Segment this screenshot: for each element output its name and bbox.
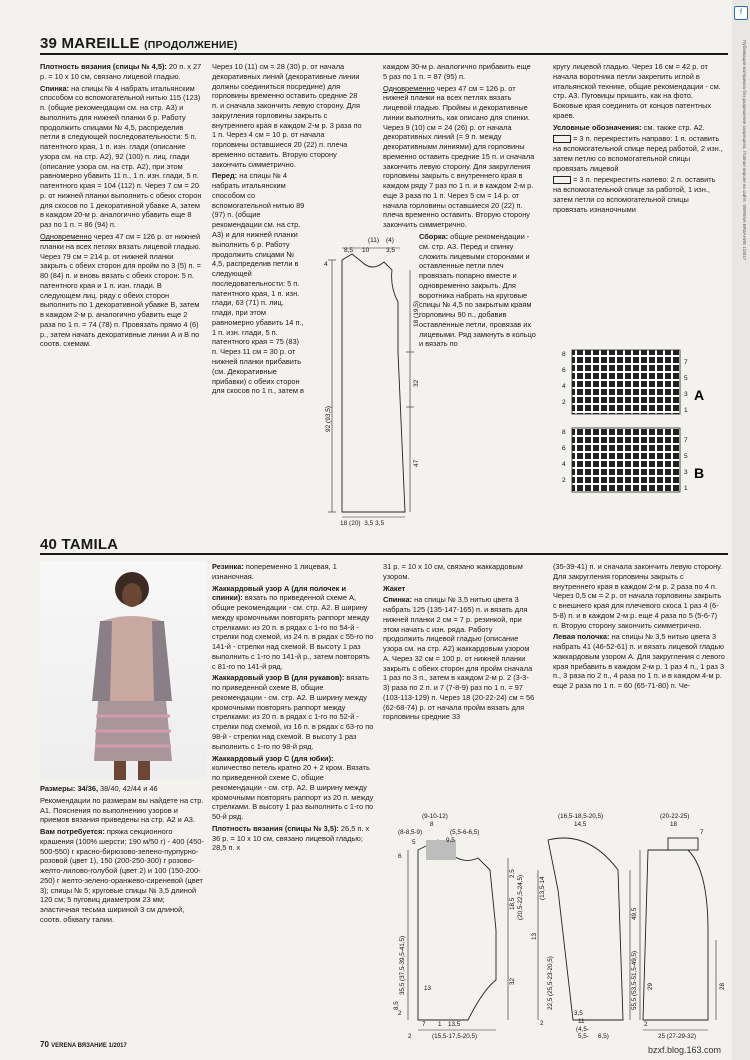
chart-row-label: 5: [684, 375, 688, 382]
chart-row-label: 4: [562, 461, 566, 468]
schema-label: 13: [531, 932, 538, 940]
s39-column-1: [40, 62, 202, 351]
magazine-name: VERENA ВЯЗАНИЕ 1/2017: [51, 1043, 127, 1049]
schema-label: 18: [670, 821, 678, 828]
chart-row-label: 2: [562, 399, 566, 406]
schema-label: 8,5: [344, 247, 354, 254]
s40-para: Плотность вязания (спицы № 3,5): 26,5 п. х 36 р. = 10 х 10 см, связано лицевой гладью; 28,5 п. х: [212, 823, 370, 853]
schema-label: (16,5-18,5-20,5): [558, 813, 604, 820]
model-figure-illustration: [40, 561, 207, 780]
s39-para: Плотность вязания (спицы № 4,5): 20 п. х 27 р. = 10 х 10 см, связано лицевой гладью.: [40, 62, 202, 81]
schema-label: 32: [509, 977, 516, 985]
schema-label: 7: [700, 829, 704, 836]
schema-label: 18 (19,5): [413, 300, 420, 327]
schema-label: (4): [386, 237, 394, 244]
watermark: bzxf.blog.163.com: [648, 1045, 722, 1055]
s39-para: Спинка: на спицы № 4 набрать итальянским способом со вспомогательной нитью 115 (123) п. (общие рекомендации см. на стр. А3) и выполнить для нижней планки 6 р. Работу продолжить спицами № 4,5, распределив петли в следующей последовательности: 5 п. патентного края, 1 п. изн. глади (описание узора см. на стр. А2), 92 (100) п. лиц. глади (описание узора см. на стр. А2), при этом равномерно убавить 11 п., 1 п. изн. глади, 5 п. патентного края = 104 (112) п. Через 7 см = 20 р. от нижней планки выполнить с обеих сторон для скосов по 1 декоративной убавке А, затем в каждом 20-м р. аналогично убавить еще 8 раз по 1 п. = 86 (94) п.: [40, 83, 202, 230]
skirt-outline: [643, 850, 708, 1020]
chart-row-label: 8: [562, 351, 566, 358]
section-title: MAREILLE: [61, 35, 140, 52]
chart-a-label: A: [694, 387, 705, 403]
s39-para: Перед: на спицы № 4 набрать итальянским способом со вспомогательной нитью 89 (97) п. (общие рекомендации см. на стр. А3) и для нижней планки выполнить 6 р. Работу продолжить спицами № 4,5, распределив петли в следующей последовательности: 5 п. патентного края, 1 п. изн. глади, 63 (71) п. лиц. глади, при этом равномерно убавить 14 п., 1 п. изн. глади, 5 п. патентного края = 75 (83) п. Через 11 см = 30 р. от нижней планки прибавить (см. Декоративные прибавки) с обеих сторон для скосов по 1 п., затем в: [212, 171, 305, 396]
s40-para: Жаккардовый узор В (для рукавов): вязать по приведенной схеме В, общие рекомендации - см. стр. А2. В ширину между кромочными повторять раппорт между стрелками: из 20 п. в рядах с 1-го по 52-й - стрелки под схемой, из 16 п. в рядах с 63-го по 98-й - стрелки над схемой. В высоту 1 раз выполнить с 1-го по 98-й ряд.: [212, 673, 374, 751]
schema-label: (8-8,5-9): [398, 829, 423, 836]
section-number: 40: [40, 536, 58, 553]
page-footer: [40, 1040, 127, 1051]
s40-column-1: [40, 784, 205, 927]
schema-label: 13,5: [448, 1021, 461, 1028]
schema-label: 49,5: [631, 907, 638, 920]
s39-para: Условные обозначения: см. также стр. А2.: [553, 122, 705, 132]
s40-para: Жаккардовый узор А (для полочек и спинки): вязать по приведенной схеме А, общие рекомендации - см. стр. А2. В ширину между кромочными повторять раппорт между стрелками: из 20 п. в рядах с 1-го по 54-й - стрелки под схемой, из 24 п. в рядах с 55-го по 141-й - стрелки над схемой. В высоту 1 раз выполнить с 1-го по 141-й р., затем повторять с 81-го по 141-й ряд.: [212, 583, 374, 671]
s40-para: Вам потребуется: пряжа секционного крашения (100% шерсти; 190 м/50 г) - 400 (450-500-550) г красно-бирюзово-зелено-пурпурно-розовой (цвет 1), 150 (200-250-300) г розово-желто-лилово-голубой (цвет 2) и 100 (150-200-250) г желто-зелено-оранжево-сиреневой (цвет 3); спицы № 5; круговые спицы № 3,5 длиной 120 см; 5 пуговиц диаметром 23 мм; эластичная тесьма шириной 3 см длиной, соотв. обхвату талии.: [40, 827, 204, 924]
schema-label: (4,5-: [576, 1026, 589, 1033]
cross-right-symbol-icon: [553, 135, 571, 143]
s40-para: Рекомендации по размерам вы найдете на стр. А1. Пояснения по выполнению узоров и приемов вязания приведены на стр. А2 и А3.: [40, 795, 204, 825]
s39-para: каждом 30-м р. аналогично прибавить еще 5 раз по 1 п. = 87 (95) п.: [383, 62, 531, 81]
chart-row-label: 5: [684, 453, 688, 460]
s39-para: кругу лицевой гладью. Через 16 см = 42 р. от начала воротника петли закрепить иглой в итальянской технике, общие рекомендации - см. стр. А3. Пуговицы пришить, как на фото. Боковые края соединить от концов патентных краев.: [553, 62, 721, 120]
chart-row-label: 7: [684, 437, 688, 444]
chart-row-label: 3: [684, 391, 688, 398]
s40-para: 31 р. = 10 х 10 см, связано жаккардовым узором.: [383, 562, 523, 581]
site-logo-icon: f: [734, 6, 748, 20]
s39-stitch-charts: [560, 348, 710, 516]
waistband-outline: [668, 838, 698, 850]
schema-label: 10: [362, 247, 370, 254]
schema-label: 8: [430, 821, 434, 828]
model-photo: [40, 561, 207, 780]
jacket-front-outline: [418, 840, 496, 1020]
section-39-rule: [40, 53, 728, 55]
s39-column-4: [553, 62, 723, 216]
s40-para: Спинка: на спицы № 3,5 нитью цвета 3 набрать 125 (135-147-165) п. и вязать для нижней планки 2 см = 7 р. резинкой, при этом начать с изн. ряда. Работу продолжить лицевой гладью (описание узора см. на стр. А2) жаккардовым узором А. Через 32 см = 100 р. от нижней планки закрыть с обеих сторон для пройм сначала 1 раз по 3 п., затем в каждом 2-м р. 2 (3-3-3) раза по 2 п. и 7 (7-8-9) раз по 1 п. = 97 (103-113-129) п. Через 18 (20-22-24) см = 56 (62-68-74) р. от начала пройм вязать для горловины средние 33: [383, 595, 535, 722]
schema-label: 11: [578, 1018, 585, 1025]
s39-para: Одновременно через 47 см = 126 р. от нижней планки на всех петлях вязать лицевой гладью. Проймы и декоративные линии выполнить, как описано для спинки. Через 9 (10) см = 24 (26) р. от начала декоративных линий (= 9 п. между декоративными линиями) для горловины временно оставить средние 15 п. и сначала закончить левую сторону. Для закругления горловины закрыть с внутреннего края в каждом ряду 7 раз по 1 п. и в каждом 2-м р. еще 3 раза по 1 п. Через 5 см = 14 р. от начала горловины оставшиеся 20 (22) п. плеча временно оставить. Вторую сторону закончить симметрично.: [383, 83, 535, 230]
schema-label: 2: [644, 1021, 648, 1028]
sleeve-outline: [548, 838, 623, 1020]
chart-row-label: 4: [562, 383, 566, 390]
section-number: 39: [40, 35, 58, 52]
schema-label: 18,5: [509, 897, 516, 910]
schema-label: (13,5-14: [539, 876, 546, 900]
s39-para: Одновременно через 47 см = 126 р. от нижней планки на всех петлях вязать лицевой гладью. Через 79 см = 214 р. от нижней планки закрыть с обеих сторон для пройм по 3 (5) п. = 80 (84) п. и вновь вязать с обеих сторон: 5 п. патентного края и 1 п. изн. глади. В следующем лиц. ряду с обеих сторон выполнить по 1 декоративной убавке В, затем в каждом 2-м р. аналогично убавить еще 2 раза по 1 п. = 74 (78) п. Провязать прямо 4 (6) р., затем начать декоративные линии А и В по соотв. схемам.: [40, 232, 201, 349]
schema-label: 22,5 (25,5-23-20,5): [547, 956, 554, 1010]
schema-label: 2,5: [509, 869, 516, 878]
schema-label: 2: [408, 1033, 412, 1040]
schema-label: 13: [424, 985, 432, 992]
s39-para: Сборка: общие рекомендации - см. стр. А3. Перед и спинку сложить лицевыми сторонами и оставленные петли плеч провязать попарно вместе и одновременно закрыть. Для воротника набрать на круговые спицы № 4,5 по закрытым краям горловины 90 п., добавив оставленные петли, провязав их лицевыми. Ряд замкнуть в кольцо и вязать по: [419, 232, 536, 349]
schema-label: 29: [647, 982, 654, 990]
schema-label: 14,5: [574, 821, 587, 828]
schema-label: (15,5-17,5-20,5): [432, 1033, 478, 1040]
s40-para: Жаккардовый узор С (для юбки): количество петель кратно 20 + 2 кром. Вязать по приведенной схеме С, общие рекомендации - см. стр. А2. В ширину между кромочными повторять раппорт из 20 п. между стрелками. В высоту 1 раз выполнить с 1-го по 50-й ряд.: [212, 753, 374, 822]
schema-label: 7: [422, 1021, 426, 1028]
schema-label: 3,5: [574, 1010, 583, 1017]
schema-label: 47: [413, 459, 420, 467]
chart-row-label: 7: [684, 359, 688, 366]
schema-label: 2: [540, 1020, 544, 1027]
page-number: 70: [40, 1040, 49, 1049]
s39-schema-bottom: 18 (20) 3,5 3,5: [340, 520, 385, 527]
s40-para: (35-39-41) п. и сначала закончить левую сторону. Для закругления горловины закрыть с внутреннего края в каждом 2-м р. 2 раза по 4 п. Через 0,5 см = 2 р. от начала горловины закрыть с внешнего края для плечевого скоса 1 раз 4 (6-5-8) п. и в каждом 2-м р. еще 4 раза по 5 (5-6-7) п. Вторую сторону закончить симметрично.: [553, 562, 723, 630]
chart-row-label: 3: [684, 469, 688, 476]
schema-label: 32: [413, 379, 420, 387]
schema-label: (20,5-22,5-24,5): [517, 874, 524, 920]
s40-garment-schemas: [378, 810, 728, 1042]
section-40-title: [40, 535, 118, 555]
schema-label: 55,5 (53,5-51,5-49,5): [631, 950, 638, 1010]
schema-label: 5: [412, 839, 416, 846]
section-40-rule: [40, 553, 728, 555]
chart-row-label: 1: [684, 485, 688, 492]
schema-label: (5,5-6-6,5): [450, 829, 480, 836]
schema-label: 6,5): [598, 1033, 609, 1040]
s39-column-3: [383, 62, 535, 351]
section-subtitle: (ПРОДОЛЖЕНИЕ): [144, 39, 238, 51]
s40-para: Резинка: попеременно 1 лицевая, 1 изнаночная.: [212, 562, 337, 581]
chart-row-label: 6: [562, 445, 566, 452]
schema-label: 5,5-: [578, 1033, 589, 1040]
schema-label: 1: [438, 1021, 442, 1028]
schema-label: 6: [398, 853, 402, 860]
cross-left-symbol-icon: [553, 176, 571, 184]
schema-label: 4: [324, 261, 328, 268]
chart-row-label: 1: [684, 407, 688, 414]
schema-label: 35,5 (37,5-39,5-41,5): [399, 935, 406, 995]
s39-para: = 3 п. перекрестить направо: 1 п. оставить на вспомогательной спице перед работой, 2 изн., затем петлю со вспомогательной спицы провязать лицевой: [553, 134, 723, 173]
chart-a-grid: [572, 350, 680, 414]
section-39-title: [40, 34, 238, 54]
chart-row-label: 6: [562, 367, 566, 374]
s40-para: Левая полочка: на спицы № 3,5 нитью цвета 3 набрать 41 (46-52-61) п. и вязать лицевой гладью жаккардовым узором А. Для закругления с левого края прибавить в каждом 2-м р. 1 раз 4 п., 1 раз 3 п., 3 раза по 2 п., 4 раза по 1 п. и в каждом 4-м р. еще 2 раза по 1 п. = 60 (65-71-80) п. Че-: [553, 632, 725, 691]
schema-label: 28: [719, 982, 726, 990]
schema-label: (11): [368, 237, 380, 244]
schema-label: 3,5: [386, 247, 396, 254]
schema-label: 25 (27-29-32): [658, 1033, 697, 1040]
s40-column-2: [212, 562, 374, 855]
chart-row-label: 8: [562, 429, 566, 436]
schema-label: (9-10-12): [422, 813, 448, 820]
chart-row-label: 2: [562, 477, 566, 484]
chart-b-label: B: [694, 465, 705, 481]
sidebar-vertical-text: Публикация материала без разрешения запрещена. Полная версия на сайте. VERENA ВЯЗАНИЕ 1/2017: [742, 40, 747, 261]
section-title: TAMILA: [61, 536, 119, 553]
chart-b-grid: [572, 428, 680, 492]
s39-para: = 3 п. перекрестить налево: 2 п. оставить на вспомогательной спице за работой, 1 изн., затем петли со вспомогательной спицы провязать изнаночными: [553, 175, 716, 214]
schema-label: (20-22-25): [660, 813, 690, 820]
s40-column-3: [383, 562, 535, 724]
s40-subheading: Жакет: [383, 583, 406, 593]
schema-label: 2: [398, 1010, 402, 1017]
s40-column-4: [553, 562, 725, 693]
s39-para: Через 10 (11) см = 28 (30) р. от начала декоративных линий (декоративные линии должны соединиться посредине) для горловины временно оставить средние 28 п. и сначала закончить левую сторону. Для закругления горловины закрыть с внутреннего края в каждом 2-м р. 3 раза по 1 п. Через 4 см = 10 р. от начала горловины оставшиеся 20 (22) п. плеча временно оставить. Вторую сторону закончить симметрично.: [212, 62, 362, 169]
s40-sizes: Размеры: 34/36, 38/40, 42/44 и 46: [40, 784, 158, 793]
schema-label: 92 (93,5): [325, 405, 332, 432]
schema-label: 9,5: [446, 837, 455, 844]
schema-label: 8,5: [393, 1001, 400, 1010]
